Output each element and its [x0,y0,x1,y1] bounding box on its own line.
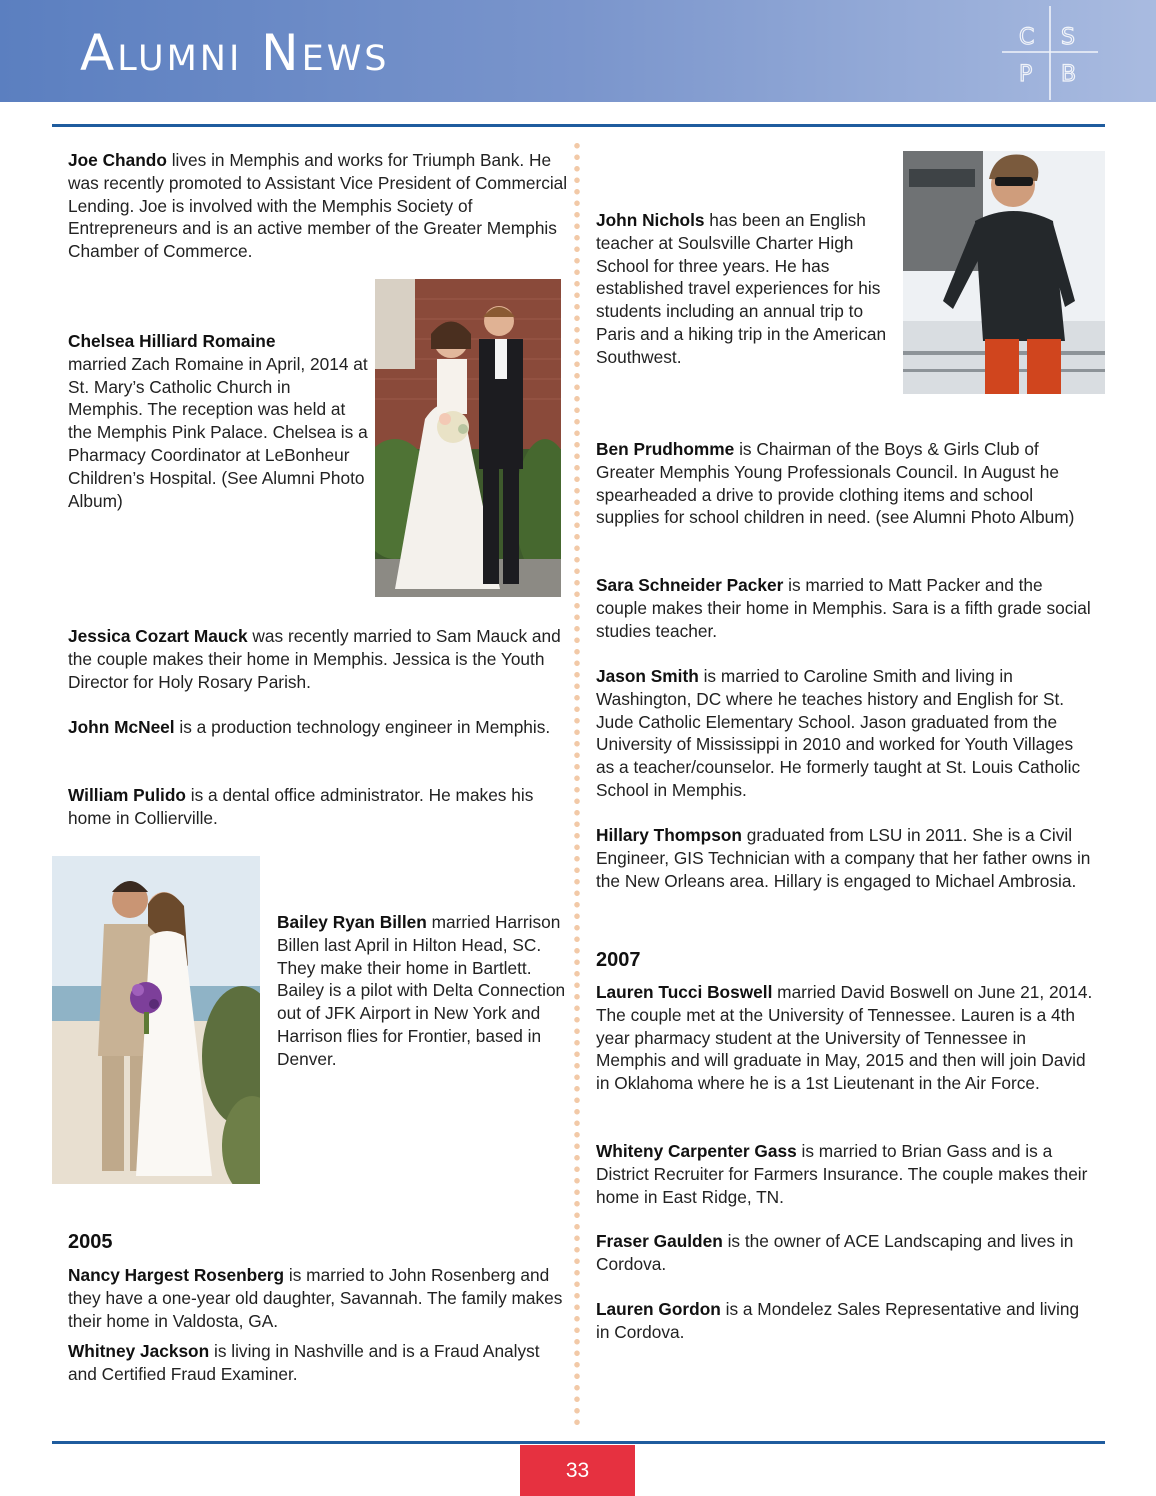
entry-text: lives in Memphis and works for Triumph Bank. He was recently promoted to Assistant Vice President of Commercial Lending. Joe is involved with the Memphis Society of Entrepreneurs and is an active member of the Greater Memphis Chamber of Commerce. [68,150,568,262]
alumni-name: Lauren Gordon [596,1299,721,1319]
entry-john-mcneel [68,716,568,739]
entry-text: is a dental office administrator. He makes his home in Collierville. [68,785,534,828]
page-number: 33 [520,1445,635,1496]
alumni-name: Sara Schneider Packer [596,575,784,595]
bottom-rule [52,1441,1105,1444]
alumni-name: Lauren Tucci Boswell [596,982,773,1002]
alumni-name: Whiteny Carpenter Gass [596,1141,797,1161]
entry-chelsea-romaine [68,330,368,512]
portrait-photo-nichols [903,151,1105,394]
alumni-name: Bailey Ryan Billen [277,912,427,932]
entry-whitney-jackson [68,1340,568,1386]
entry-text: is Chairman of the Boys & Girls Club of Greater Memphis Young Professionals Council. In August he spearheaded a drive to provide clothing items and school supplies for school children in need. (see Alumni Photo Album) [596,439,1075,528]
alumni-name: Joe Chando [68,150,167,170]
entry-text: is married to Caroline Smith and living in Washington, DC where he teaches history and English for St. Jude Catholic Elementary School. Jason graduated from the University of Mississippi in 2010 and worked for Youth Villages as a teacher/counselor. He formerly taught at St. Louis Catholic School in Memphis. [596,666,1081,800]
entry-text: is living in Nashville and is a Fraud Analyst and Certified Fraud Examiner. [68,1341,540,1384]
entry-jason-smith [596,665,1096,802]
entry-john-nichols [596,209,892,369]
entry-ben-prudhomme [596,438,1096,529]
entry-text: has been an English teacher at Soulsville Charter High School for three years. He has established travel experiences for his students including an annual trip to Paris and a hiking trip in the American Southwest. [596,210,887,367]
cspb-logo [1002,6,1098,100]
entry-text: is a production technology engineer in Memphis. [174,717,551,737]
entry-william-pulido [68,784,568,830]
entry-text: graduated from LSU in 2011. She is a Civil Engineer, GIS Technician with a company that her father owns in the New Orleans area. Hillary is engaged to Michael Ambrosia. [596,825,1091,891]
logo-letter-b: B [1061,62,1077,87]
alumni-name: Fraser Gaulden [596,1231,723,1251]
alumni-name: John Nichols [596,210,705,230]
beach-wedding-photo-billen [52,856,260,1184]
entry-bailey-billen [277,911,567,1071]
entry-text: married David Boswell on June 21, 2014. The couple met at the University of Tennessee. Lauren is a 4th year pharmacy student at the University of Tennessee in Memphis and will graduate in May, 2015 and then will join David in Oklahoma where he is a 1st Lieutenant in the Air Force. [596,982,1093,1094]
entry-fraser-gaulden [596,1230,1096,1276]
entry-text: is the owner of ACE Landscaping and lives in Cordova. [596,1231,1074,1274]
alumni-name: Nancy Hargest Rosenberg [68,1265,285,1285]
alumni-name: William Pulido [68,785,186,805]
entry-text: was recently married to Sam Mauck and the couple makes their home in Memphis. Jessica is the Youth Director for Holy Rosary Parish. [68,626,561,692]
alumni-name: Jessica Cozart Mauck [68,626,248,646]
entry-text: is a Mondelez Sales Representative and living in Cordova. [596,1299,1080,1342]
entry-whiteny-gass [596,1140,1096,1208]
class-year-2007: 2007 [596,949,641,971]
logo-letter-c: C [1019,25,1035,50]
entry-joe-chando [68,149,568,263]
alumni-name: Whitney Jackson [68,1341,210,1361]
alumni-name: Jason Smith [596,666,699,686]
entry-jessica-mauck [68,625,568,693]
entry-text: is married to John Rosenberg and they have a one-year old daughter, Savannah. The family makes their home in Valdosta, GA. [68,1265,563,1331]
alumni-name: Ben Prudhomme [596,439,735,459]
entry-sara-packer [596,574,1096,642]
entry-hillary-thompson [596,824,1096,892]
page-header [0,0,1156,102]
column-divider [574,140,580,1430]
entry-nancy-rosenberg [68,1264,568,1332]
logo-letter-s: S [1061,25,1075,50]
top-rule [52,124,1105,127]
class-year-2005: 2005 [68,1231,113,1253]
entry-text: is married to Brian Gass and is a District Recruiter for Farmers Insurance. The couple makes their home in East Ridge, TN. [596,1141,1088,1207]
entry-text: is married to Matt Packer and the couple makes their home in Memphis. Sara is a fifth grade social studies teacher. [596,575,1091,641]
alumni-name: Chelsea Hilliard Romaine [68,331,276,351]
entry-text: married Harrison Billen last April in Hilton Head, SC. They make their home in Bartlett. Bailey is a pilot with Delta Connection out of JFK Airport in New York and Harrison flies for Frontier, based in Denver. [277,912,566,1069]
entry-lauren-gordon [596,1298,1096,1344]
wedding-photo-romaine [375,279,561,597]
section-title: Alumni News [80,24,390,82]
alumni-name: John McNeel [68,717,175,737]
entry-text: married Zach Romaine in April, 2014 at St. Mary’s Catholic Church in Memphis. The reception was held at the Memphis Pink Palace. Chelsea is a Pharmacy Coordinator at LeBonheur Children’s Hospital. (See Alumni Photo Album) [68,353,368,511]
logo-letter-p: P [1019,62,1033,87]
alumni-name: Hillary Thompson [596,825,742,845]
entry-lauren-boswell [596,981,1096,1095]
